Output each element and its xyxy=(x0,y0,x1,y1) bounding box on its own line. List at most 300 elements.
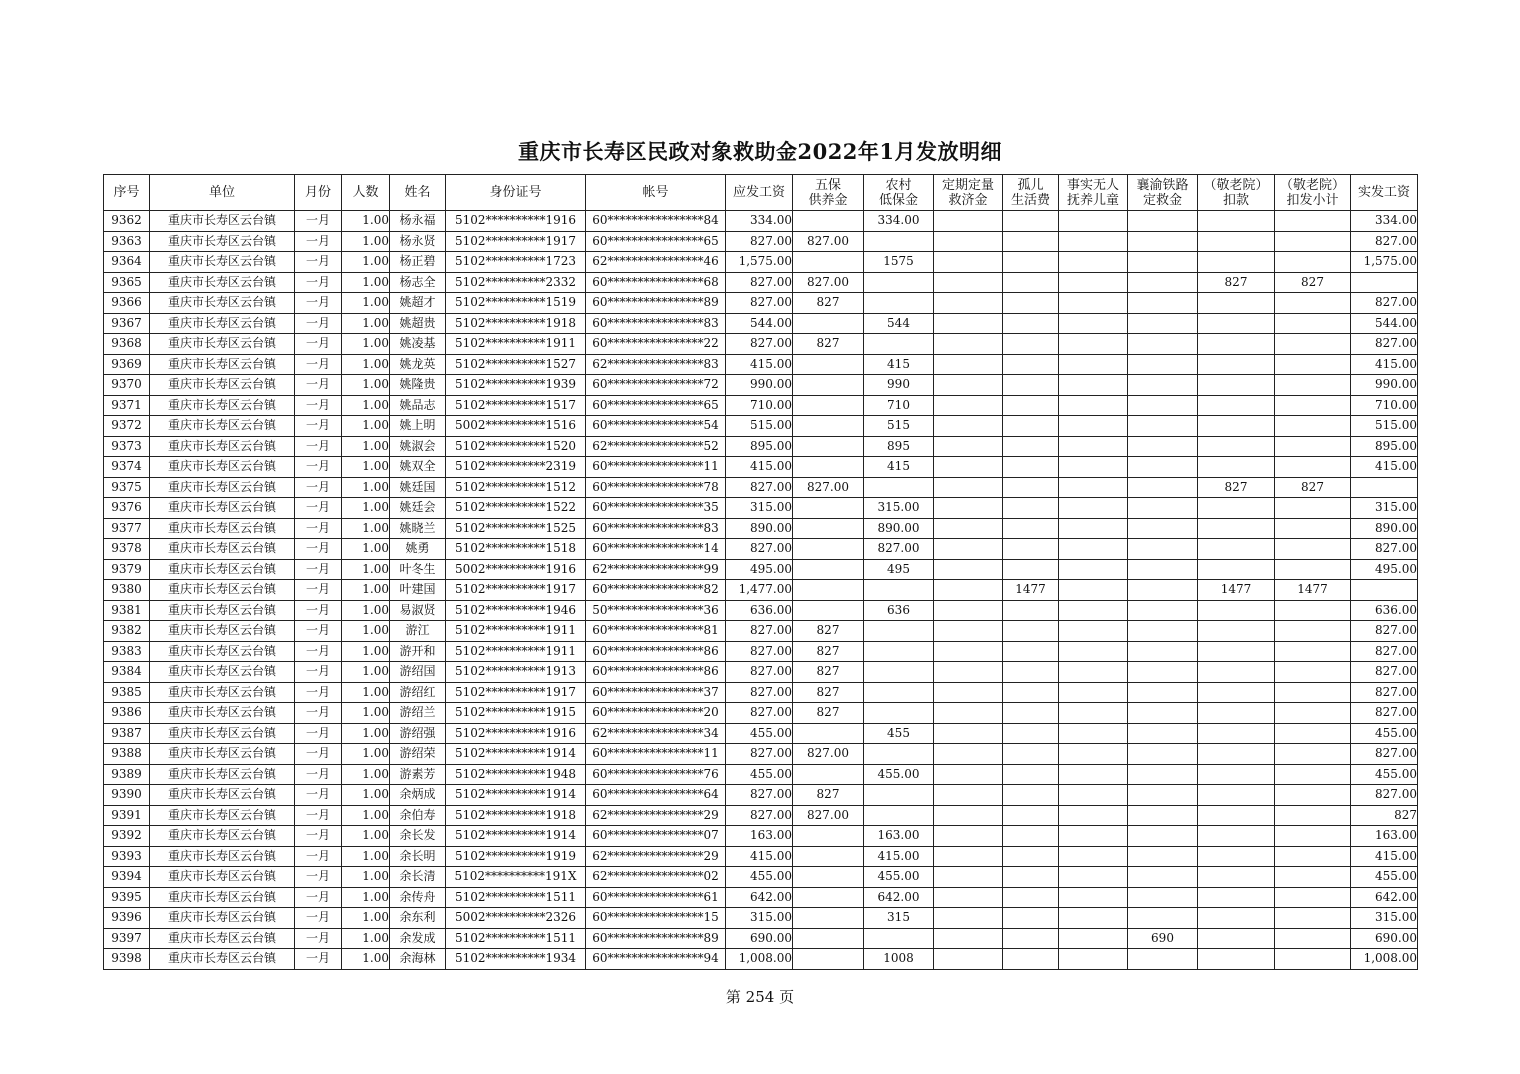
cell-month: 一月 xyxy=(295,805,342,826)
cell-seq: 9398 xyxy=(104,949,150,970)
cell-due: 315.00 xyxy=(726,908,793,929)
cell-guer xyxy=(1003,313,1059,334)
cell-seq: 9384 xyxy=(104,662,150,683)
cell-due: 827.00 xyxy=(726,641,793,662)
cell-people: 1.00 xyxy=(342,600,390,621)
cell-dibao: 455 xyxy=(864,723,934,744)
cell-month: 一月 xyxy=(295,949,342,970)
cell-dibao xyxy=(864,928,934,949)
cell-shishi xyxy=(1059,498,1128,519)
cell-guer xyxy=(1003,785,1059,806)
cell-unit: 重庆市长寿区云台镇 xyxy=(150,744,295,765)
cell-name: 余长清 xyxy=(390,867,446,888)
cell-jingkou xyxy=(1198,436,1275,457)
cell-actual: 690.00 xyxy=(1351,928,1418,949)
cell-wubao: 827.00 xyxy=(793,805,864,826)
cell-dingqi xyxy=(934,539,1003,560)
cell-wubao xyxy=(793,826,864,847)
cell-actual: 990.00 xyxy=(1351,375,1418,396)
cell-jingfa xyxy=(1275,600,1351,621)
cell-dibao: 515 xyxy=(864,416,934,437)
cell-month: 一月 xyxy=(295,539,342,560)
cell-jingfa xyxy=(1275,539,1351,560)
header-jingfa: （敬老院） 扣发小计 xyxy=(1275,175,1351,211)
cell-actual: 827.00 xyxy=(1351,231,1418,252)
cell-dingqi xyxy=(934,600,1003,621)
header-wubao: 五保 供养金 xyxy=(793,175,864,211)
cell-name: 游绍强 xyxy=(390,723,446,744)
cell-shishi xyxy=(1059,703,1128,724)
cell-dibao xyxy=(864,703,934,724)
cell-seq: 9372 xyxy=(104,416,150,437)
cell-due: 544.00 xyxy=(726,313,793,334)
cell-month: 一月 xyxy=(295,354,342,375)
cell-name: 姚勇 xyxy=(390,539,446,560)
cell-people: 1.00 xyxy=(342,867,390,888)
cell-guer xyxy=(1003,334,1059,355)
cell-actual: 827.00 xyxy=(1351,621,1418,642)
cell-account: 60****************15 xyxy=(586,908,726,929)
cell-wubao xyxy=(793,211,864,232)
cell-unit: 重庆市长寿区云台镇 xyxy=(150,682,295,703)
cell-jingkou: 827 xyxy=(1198,272,1275,293)
cell-unit: 重庆市长寿区云台镇 xyxy=(150,477,295,498)
table-row xyxy=(104,498,1418,519)
cell-guer xyxy=(1003,703,1059,724)
cell-jingfa xyxy=(1275,662,1351,683)
cell-guer xyxy=(1003,662,1059,683)
cell-unit: 重庆市长寿区云台镇 xyxy=(150,211,295,232)
cell-name: 姚廷会 xyxy=(390,498,446,519)
cell-jingfa xyxy=(1275,395,1351,416)
cell-jingkou xyxy=(1198,293,1275,314)
cell-wubao xyxy=(793,559,864,580)
cell-dingqi xyxy=(934,498,1003,519)
cell-guer xyxy=(1003,867,1059,888)
relief-fund-table xyxy=(103,174,1418,970)
cell-shishi xyxy=(1059,949,1128,970)
cell-month: 一月 xyxy=(295,477,342,498)
cell-account: 60****************72 xyxy=(586,375,726,396)
cell-month: 一月 xyxy=(295,641,342,662)
cell-wubao xyxy=(793,600,864,621)
cell-guer xyxy=(1003,744,1059,765)
cell-id: 5102**********1918 xyxy=(446,313,586,334)
cell-unit: 重庆市长寿区云台镇 xyxy=(150,641,295,662)
cell-wubao: 827 xyxy=(793,785,864,806)
header-dingqi: 定期定量 救济金 xyxy=(934,175,1003,211)
cell-dibao xyxy=(864,477,934,498)
cell-jingfa xyxy=(1275,764,1351,785)
cell-shishi xyxy=(1059,252,1128,273)
cell-xiangyu xyxy=(1128,908,1198,929)
cell-dingqi xyxy=(934,293,1003,314)
header-due: 应发工资 xyxy=(726,175,793,211)
cell-jingkou xyxy=(1198,498,1275,519)
header-unit: 单位 xyxy=(150,175,295,211)
cell-wubao: 827 xyxy=(793,293,864,314)
cell-seq: 9378 xyxy=(104,539,150,560)
cell-due: 1,008.00 xyxy=(726,949,793,970)
cell-jingkou xyxy=(1198,252,1275,273)
cell-xiangyu xyxy=(1128,846,1198,867)
cell-month: 一月 xyxy=(295,867,342,888)
cell-actual: 415.00 xyxy=(1351,354,1418,375)
cell-shishi xyxy=(1059,375,1128,396)
cell-shishi xyxy=(1059,867,1128,888)
cell-seq: 9370 xyxy=(104,375,150,396)
cell-seq: 9379 xyxy=(104,559,150,580)
table-row xyxy=(104,949,1418,970)
cell-shishi xyxy=(1059,887,1128,908)
cell-guer xyxy=(1003,457,1059,478)
cell-unit: 重庆市长寿区云台镇 xyxy=(150,272,295,293)
cell-due: 827.00 xyxy=(726,334,793,355)
cell-xiangyu xyxy=(1128,785,1198,806)
cell-actual: 827.00 xyxy=(1351,744,1418,765)
cell-name: 游开和 xyxy=(390,641,446,662)
cell-unit: 重庆市长寿区云台镇 xyxy=(150,928,295,949)
cell-shishi xyxy=(1059,908,1128,929)
cell-due: 163.00 xyxy=(726,826,793,847)
cell-month: 一月 xyxy=(295,600,342,621)
cell-unit: 重庆市长寿区云台镇 xyxy=(150,703,295,724)
cell-actual xyxy=(1351,580,1418,601)
cell-people: 1.00 xyxy=(342,764,390,785)
cell-seq: 9362 xyxy=(104,211,150,232)
cell-xiangyu xyxy=(1128,354,1198,375)
cell-due: 415.00 xyxy=(726,846,793,867)
cell-account: 62****************99 xyxy=(586,559,726,580)
cell-actual: 544.00 xyxy=(1351,313,1418,334)
cell-shishi xyxy=(1059,354,1128,375)
cell-guer xyxy=(1003,539,1059,560)
cell-account: 60****************54 xyxy=(586,416,726,437)
cell-seq: 9391 xyxy=(104,805,150,826)
cell-people: 1.00 xyxy=(342,457,390,478)
cell-seq: 9366 xyxy=(104,293,150,314)
cell-actual: 495.00 xyxy=(1351,559,1418,580)
cell-id: 5002**********1916 xyxy=(446,559,586,580)
cell-wubao: 827.00 xyxy=(793,477,864,498)
cell-due: 1,575.00 xyxy=(726,252,793,273)
cell-jingfa xyxy=(1275,436,1351,457)
cell-id: 5102**********1946 xyxy=(446,600,586,621)
cell-month: 一月 xyxy=(295,518,342,539)
cell-dibao: 495 xyxy=(864,559,934,580)
cell-guer xyxy=(1003,416,1059,437)
table-row xyxy=(104,805,1418,826)
header-month: 月份 xyxy=(295,175,342,211)
cell-jingkou xyxy=(1198,785,1275,806)
cell-dibao: 895 xyxy=(864,436,934,457)
cell-dibao: 455.00 xyxy=(864,867,934,888)
cell-wubao: 827.00 xyxy=(793,231,864,252)
cell-dingqi xyxy=(934,354,1003,375)
cell-account: 60****************89 xyxy=(586,293,726,314)
cell-xiangyu xyxy=(1128,477,1198,498)
cell-jingfa: 827 xyxy=(1275,272,1351,293)
cell-actual: 827.00 xyxy=(1351,334,1418,355)
cell-jingkou xyxy=(1198,416,1275,437)
cell-due: 827.00 xyxy=(726,805,793,826)
cell-xiangyu xyxy=(1128,539,1198,560)
cell-actual: 415.00 xyxy=(1351,457,1418,478)
cell-unit: 重庆市长寿区云台镇 xyxy=(150,559,295,580)
cell-unit: 重庆市长寿区云台镇 xyxy=(150,805,295,826)
cell-seq: 9371 xyxy=(104,395,150,416)
cell-shishi xyxy=(1059,621,1128,642)
cell-jingkou xyxy=(1198,539,1275,560)
cell-shishi xyxy=(1059,580,1128,601)
cell-shishi xyxy=(1059,600,1128,621)
cell-wubao xyxy=(793,252,864,273)
cell-month: 一月 xyxy=(295,662,342,683)
cell-account: 62****************29 xyxy=(586,846,726,867)
cell-seq: 9396 xyxy=(104,908,150,929)
cell-actual: 827.00 xyxy=(1351,641,1418,662)
cell-unit: 重庆市长寿区云台镇 xyxy=(150,375,295,396)
cell-dingqi xyxy=(934,682,1003,703)
cell-name: 姚超才 xyxy=(390,293,446,314)
table-row xyxy=(104,457,1418,478)
cell-due: 827.00 xyxy=(726,662,793,683)
cell-jingkou xyxy=(1198,375,1275,396)
cell-month: 一月 xyxy=(295,846,342,867)
cell-due: 415.00 xyxy=(726,457,793,478)
cell-jingfa xyxy=(1275,723,1351,744)
cell-month: 一月 xyxy=(295,231,342,252)
cell-month: 一月 xyxy=(295,723,342,744)
cell-jingfa xyxy=(1275,354,1351,375)
cell-shishi xyxy=(1059,272,1128,293)
cell-account: 60****************86 xyxy=(586,641,726,662)
cell-account: 62****************02 xyxy=(586,867,726,888)
cell-id: 5102**********1948 xyxy=(446,764,586,785)
table-row xyxy=(104,785,1418,806)
cell-guer xyxy=(1003,908,1059,929)
table-row xyxy=(104,826,1418,847)
cell-jingfa xyxy=(1275,846,1351,867)
cell-seq: 9380 xyxy=(104,580,150,601)
cell-guer xyxy=(1003,395,1059,416)
cell-account: 60****************64 xyxy=(586,785,726,806)
table-row xyxy=(104,252,1418,273)
table-row xyxy=(104,313,1418,334)
table-row xyxy=(104,518,1418,539)
cell-actual: 827.00 xyxy=(1351,539,1418,560)
cell-id: 5102**********1917 xyxy=(446,231,586,252)
cell-id: 5102**********1916 xyxy=(446,723,586,744)
cell-jingfa xyxy=(1275,313,1351,334)
cell-jingfa xyxy=(1275,949,1351,970)
cell-actual: 890.00 xyxy=(1351,518,1418,539)
cell-guer xyxy=(1003,723,1059,744)
cell-shishi xyxy=(1059,313,1128,334)
cell-jingkou xyxy=(1198,908,1275,929)
cell-month: 一月 xyxy=(295,334,342,355)
cell-month: 一月 xyxy=(295,559,342,580)
cell-due: 827.00 xyxy=(726,231,793,252)
cell-name: 叶建国 xyxy=(390,580,446,601)
cell-dibao xyxy=(864,682,934,703)
cell-dingqi xyxy=(934,559,1003,580)
cell-actual: 455.00 xyxy=(1351,867,1418,888)
cell-dingqi xyxy=(934,334,1003,355)
cell-wubao xyxy=(793,395,864,416)
cell-seq: 9373 xyxy=(104,436,150,457)
cell-jingkou xyxy=(1198,354,1275,375)
cell-dingqi xyxy=(934,867,1003,888)
cell-dibao xyxy=(864,641,934,662)
cell-actual: 827.00 xyxy=(1351,662,1418,683)
cell-dibao xyxy=(864,580,934,601)
cell-xiangyu xyxy=(1128,416,1198,437)
cell-dibao: 415 xyxy=(864,354,934,375)
cell-account: 60****************20 xyxy=(586,703,726,724)
cell-xiangyu xyxy=(1128,334,1198,355)
table-row xyxy=(104,928,1418,949)
cell-dibao xyxy=(864,662,934,683)
cell-shishi xyxy=(1059,293,1128,314)
table-row xyxy=(104,293,1418,314)
cell-xiangyu xyxy=(1128,436,1198,457)
cell-due: 315.00 xyxy=(726,498,793,519)
cell-seq: 9382 xyxy=(104,621,150,642)
cell-name: 游绍红 xyxy=(390,682,446,703)
cell-due: 690.00 xyxy=(726,928,793,949)
cell-seq: 9386 xyxy=(104,703,150,724)
cell-people: 1.00 xyxy=(342,703,390,724)
cell-name: 叶冬生 xyxy=(390,559,446,580)
cell-dingqi xyxy=(934,887,1003,908)
cell-people: 1.00 xyxy=(342,785,390,806)
cell-people: 1.00 xyxy=(342,580,390,601)
cell-account: 60****************86 xyxy=(586,662,726,683)
cell-name: 游绍荣 xyxy=(390,744,446,765)
table-row xyxy=(104,662,1418,683)
table-row xyxy=(104,539,1418,560)
cell-jingkou: 827 xyxy=(1198,477,1275,498)
page-title: 重庆市长寿区民政对象救助金2022年1月发放明细 xyxy=(517,139,1003,164)
cell-month: 一月 xyxy=(295,928,342,949)
cell-month: 一月 xyxy=(295,908,342,929)
cell-shishi xyxy=(1059,682,1128,703)
cell-people: 1.00 xyxy=(342,539,390,560)
cell-wubao: 827 xyxy=(793,334,864,355)
cell-id: 5102**********1939 xyxy=(446,375,586,396)
cell-jingkou xyxy=(1198,805,1275,826)
cell-jingfa xyxy=(1275,375,1351,396)
cell-id: 5102**********2332 xyxy=(446,272,586,293)
cell-people: 1.00 xyxy=(342,252,390,273)
table-row xyxy=(104,621,1418,642)
cell-account: 60****************11 xyxy=(586,457,726,478)
cell-due: 515.00 xyxy=(726,416,793,437)
cell-dingqi xyxy=(934,846,1003,867)
cell-dingqi xyxy=(934,662,1003,683)
cell-xiangyu xyxy=(1128,498,1198,519)
cell-wubao: 827 xyxy=(793,703,864,724)
table-row xyxy=(104,682,1418,703)
table-row xyxy=(104,231,1418,252)
cell-due: 827.00 xyxy=(726,785,793,806)
table-row xyxy=(104,416,1418,437)
cell-name: 姚超贵 xyxy=(390,313,446,334)
cell-due: 710.00 xyxy=(726,395,793,416)
cell-month: 一月 xyxy=(295,682,342,703)
cell-dibao: 415 xyxy=(864,457,934,478)
cell-due: 827.00 xyxy=(726,703,793,724)
cell-due: 827.00 xyxy=(726,272,793,293)
cell-unit: 重庆市长寿区云台镇 xyxy=(150,539,295,560)
cell-guer xyxy=(1003,477,1059,498)
cell-jingfa xyxy=(1275,498,1351,519)
cell-unit: 重庆市长寿区云台镇 xyxy=(150,518,295,539)
cell-account: 60****************83 xyxy=(586,313,726,334)
cell-account: 60****************83 xyxy=(586,518,726,539)
cell-shishi xyxy=(1059,416,1128,437)
table-row xyxy=(104,744,1418,765)
table-row xyxy=(104,334,1418,355)
cell-seq: 9375 xyxy=(104,477,150,498)
cell-dibao: 455.00 xyxy=(864,764,934,785)
cell-dibao xyxy=(864,272,934,293)
cell-account: 62****************46 xyxy=(586,252,726,273)
cell-wubao xyxy=(793,436,864,457)
cell-shishi xyxy=(1059,436,1128,457)
cell-name: 游绍兰 xyxy=(390,703,446,724)
cell-due: 455.00 xyxy=(726,764,793,785)
cell-people: 1.00 xyxy=(342,498,390,519)
cell-unit: 重庆市长寿区云台镇 xyxy=(150,723,295,744)
cell-name: 杨永福 xyxy=(390,211,446,232)
cell-jingkou xyxy=(1198,723,1275,744)
cell-people: 1.00 xyxy=(342,682,390,703)
cell-jingfa xyxy=(1275,559,1351,580)
table-row xyxy=(104,375,1418,396)
cell-wubao: 827 xyxy=(793,662,864,683)
cell-dibao: 636 xyxy=(864,600,934,621)
cell-dibao: 315.00 xyxy=(864,498,934,519)
cell-account: 60****************61 xyxy=(586,887,726,908)
cell-xiangyu xyxy=(1128,375,1198,396)
cell-id: 5102**********2319 xyxy=(446,457,586,478)
cell-jingfa xyxy=(1275,621,1351,642)
cell-due: 827.00 xyxy=(726,477,793,498)
cell-guer xyxy=(1003,498,1059,519)
cell-jingkou xyxy=(1198,744,1275,765)
cell-jingfa: 1477 xyxy=(1275,580,1351,601)
cell-name: 姚淑会 xyxy=(390,436,446,457)
cell-xiangyu xyxy=(1128,293,1198,314)
cell-dibao xyxy=(864,805,934,826)
cell-guer xyxy=(1003,354,1059,375)
cell-unit: 重庆市长寿区云台镇 xyxy=(150,334,295,355)
cell-due: 1,477.00 xyxy=(726,580,793,601)
cell-id: 5102**********1915 xyxy=(446,703,586,724)
cell-actual: 515.00 xyxy=(1351,416,1418,437)
cell-jingfa xyxy=(1275,908,1351,929)
cell-wubao xyxy=(793,416,864,437)
cell-xiangyu xyxy=(1128,211,1198,232)
cell-wubao xyxy=(793,723,864,744)
cell-people: 1.00 xyxy=(342,477,390,498)
cell-account: 60****************35 xyxy=(586,498,726,519)
cell-seq: 9369 xyxy=(104,354,150,375)
cell-name: 余发成 xyxy=(390,928,446,949)
cell-id: 5102**********1913 xyxy=(446,662,586,683)
